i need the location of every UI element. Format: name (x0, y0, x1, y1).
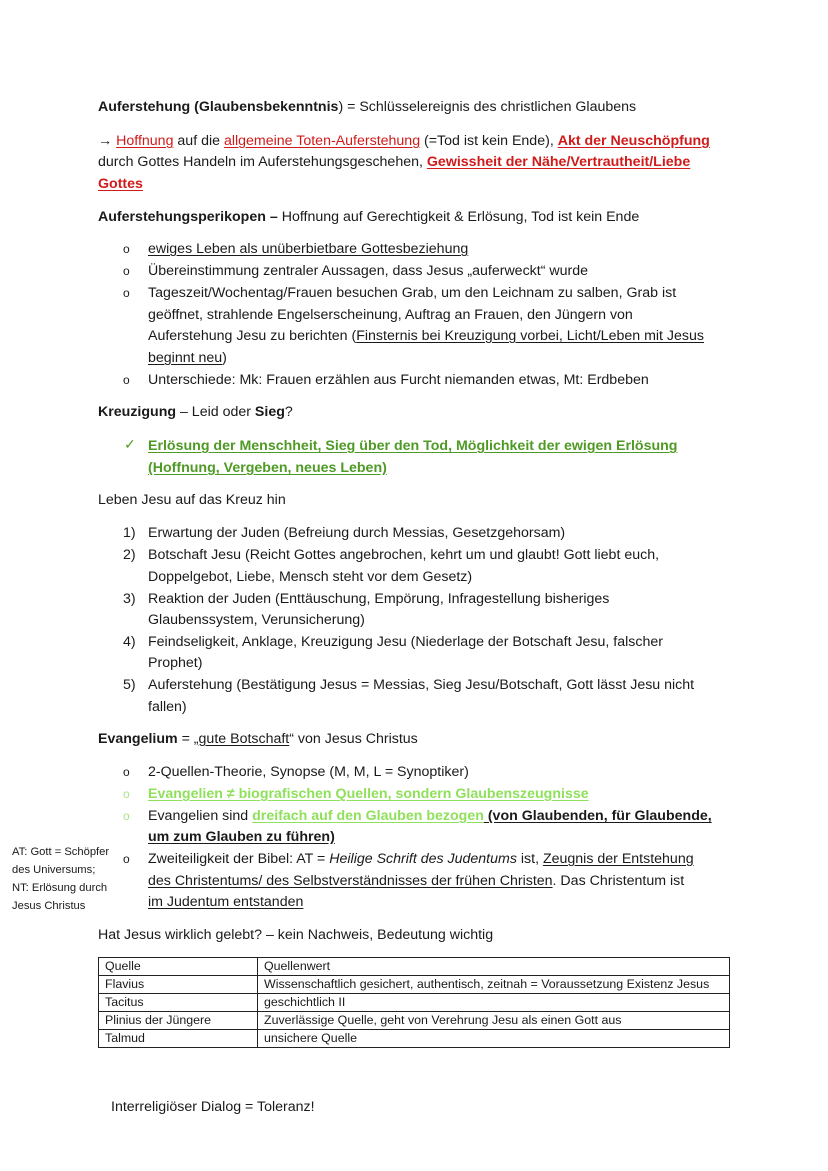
table-cell: geschichtlich II (258, 994, 730, 1012)
list-item: Zweiteiligkeit der Bibel: AT = Heilige Schrift des Judentums ist, Zeugnis der Entstehung (148, 851, 694, 867)
list-item: 2-Quellen-Theorie, Synopse (M, M, L = Synoptiker) (148, 764, 469, 780)
numbered-item-cont: Prophet) (148, 655, 203, 671)
check-item-cont: (Hoffnung, Vergeben, neues Leben) (148, 460, 387, 476)
table-cell: Plinius der Jüngere (99, 1012, 258, 1030)
table-cell: Flavius (99, 976, 258, 994)
table-row (99, 1012, 730, 1030)
table-cell: Talmud (99, 1030, 258, 1048)
list-item-cont: geöffnet, strahlende Engelserscheinung, Auftrag an Frauen, den Jüngern von (148, 307, 633, 323)
table-row (99, 1030, 730, 1048)
circle-bullet-icon: o (123, 264, 130, 278)
table-header: Quelle (99, 958, 258, 976)
table-cell: unsichere Quelle (258, 1030, 730, 1048)
auferstehung-definition: Auferstehung (Glaubensbekenntnis) = Schlüsselereignis des christlichen Glaubens (98, 99, 637, 115)
circle-bullet-icon: o (123, 286, 130, 300)
list-item: Tageszeit/Wochentag/Frauen besuchen Grab, um den Leichnam zu salben, Grab ist (148, 285, 677, 301)
interreligious-dialog-note: Interreligiöser Dialog = Toleranz! (111, 1099, 315, 1115)
checkmark-icon: ✓ (124, 437, 136, 453)
numbered-item: Feindseligkeit, Anklage, Kreuzigung Jesu (Niederlage der Botschaft Jesu, falscher (148, 634, 663, 650)
list-item: Unterschiede: Mk: Frauen erzählen aus Furcht niemanden etwas, Mt: Erdbeben (148, 372, 649, 388)
list-number: 4) (123, 634, 136, 650)
list-number: 5) (123, 677, 136, 693)
jesus-lived-question: Hat Jesus wirklich gelebt? – kein Nachweis, Bedeutung wichtig (98, 927, 494, 943)
list-item: Evangelien sind dreifach auf den Glauben bezogen (von Glaubenden, für Glaubende, (148, 808, 712, 824)
list-number: 3) (123, 591, 136, 607)
numbered-item: Erwartung der Juden (Befreiung durch Messias, Gesetzgehorsam) (148, 525, 566, 541)
numbered-item-cont: fallen) (148, 699, 187, 715)
list-number: 2) (123, 547, 136, 563)
numbered-item-cont: Doppelgebot, Liebe, Mensch steht vor dem Gesetz) (148, 569, 473, 585)
numbered-item-cont: Glaubenssystem, Verunsicherung) (148, 612, 365, 628)
circle-bullet-icon: o (123, 765, 130, 779)
table-cell: Zuverlässige Quelle, geht von Verehrung Jesu als einen Gott aus (258, 1012, 730, 1030)
table-cell: Wissenschaftlich gesichert, authentisch, zeitnah = Voraussetzung Existenz Jesus (258, 976, 730, 994)
numbered-item: Botschaft Jesu (Reicht Gottes angebrochen, kehrt um und glaubt! Gott liebt euch, (148, 547, 660, 563)
list-item: Übereinstimmung zentraler Aussagen, dass Jesus „auferweckt“ wurde (148, 263, 589, 279)
table-cell: Tacitus (99, 994, 258, 1012)
check-item: Erlösung der Menschheit, Sieg über den Tod, Möglichkeit der ewigen Erlösung (148, 438, 678, 454)
list-item-cont: im Judentum entstanden (148, 894, 304, 910)
list-item: ewiges Leben als unüberbietbare Gottesbeziehung (148, 241, 469, 257)
evangelium-heading: Evangelium = „gute Botschaft“ von Jesus Christus (98, 731, 418, 747)
table-row (99, 976, 730, 994)
list-item-cont: des Christentums/ des Selbstverständnisses der frühen Christen. Das Christentum ist (148, 873, 685, 889)
table-header: Quellenwert (258, 958, 730, 976)
auferstehung-hope-line: → Hoffnung auf die allgemeine Toten-Auferstehung (=Tod ist kein Ende), Akt der Neuschöpfung (98, 133, 710, 149)
circle-bullet-icon: o (123, 852, 130, 866)
list-number: 1) (123, 525, 136, 541)
list-item-cont: um zum Glauben zu führen) (148, 829, 335, 845)
numbered-item: Auferstehung (Bestätigung Jesus = Messias, Sieg Jesu/Botschaft, Gott lässt Jesu nicht (148, 677, 695, 693)
circle-bullet-icon: o (123, 242, 130, 256)
perikopen-heading: Auferstehungsperikopen – Hoffnung auf Gerechtigkeit & Erlösung, Tod ist kein Ende (98, 209, 640, 225)
table-row (99, 994, 730, 1012)
list-item-cont: Auferstehung Jesu zu berichten (Finsternis bei Kreuzigung vorbei, Licht/Leben mit Jesus (148, 328, 704, 344)
arrow-icon: → (98, 133, 117, 149)
list-item-cont: beginnt neu) (148, 350, 227, 366)
circle-bullet-icon: o (123, 373, 130, 387)
auferstehung-line2: durch Gottes Handeln im Auferstehungsgeschehen, Gewissheit der Nähe/Vertrautheit/Liebe (98, 154, 691, 170)
list-item: Evangelien ≠ biografischen Quellen, sondern Glaubenszeugnisse (148, 786, 589, 802)
margin-note: AT: Gott = Schöpfer des Universums; NT: Erlösung durch Jesus Christus (12, 846, 110, 912)
circle-bullet-icon: o (123, 809, 130, 823)
auferstehung-line3: Gottes (98, 176, 143, 192)
sources-table (98, 957, 730, 1048)
kreuzigung-heading: Kreuzigung – Leid oder Sieg? (98, 404, 293, 420)
table-header-row (99, 958, 730, 976)
numbered-item: Reaktion der Juden (Enttäuschung, Empörung, Infragestellung bisheriges (148, 591, 610, 607)
circle-bullet-icon: o (123, 787, 130, 801)
leben-jesu-heading: Leben Jesu auf das Kreuz hin (98, 492, 286, 508)
term-auferstehung: Auferstehung ( (98, 99, 199, 115)
